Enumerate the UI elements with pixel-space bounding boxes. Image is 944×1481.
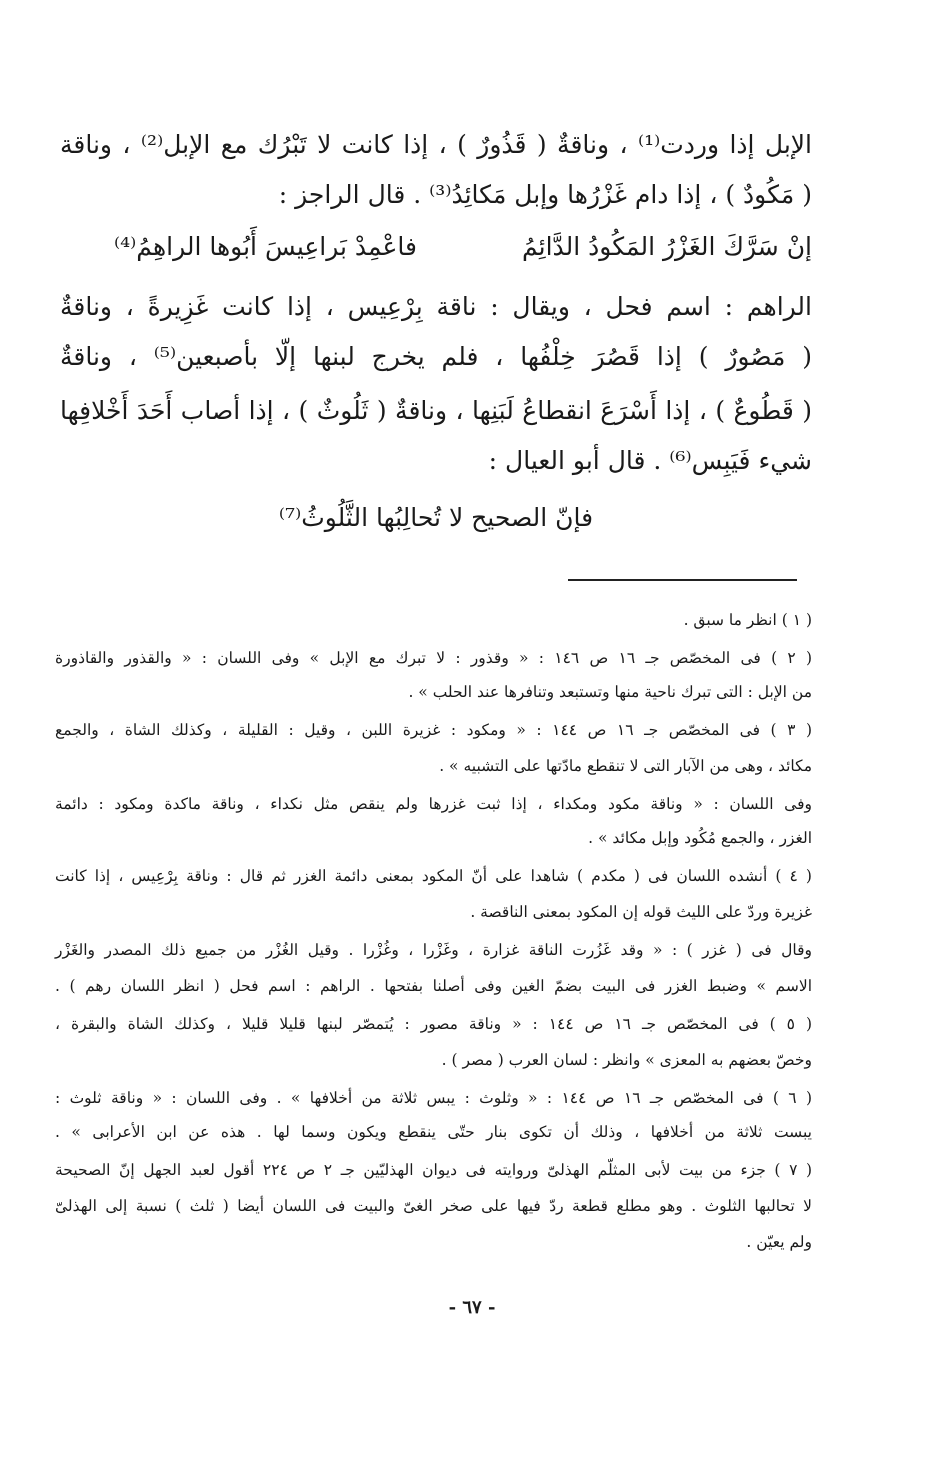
main-text-line: الراهم : اسم فحل ، ويقال : ناقة بِرْعِيس ، إذا كانت غَزِيرةً ، وناقةٌ <box>60 292 812 321</box>
footnote-line: ( ١ ) انظر ما سبق . <box>683 611 812 629</box>
footnote-line: غزيرة وردّ على الليث قوله إن المكود بمعنى الناقصة . <box>470 903 812 921</box>
footnote-line: ( ٢ ) فى المخصّص جـ ١٦ ص ١٤٦ : « وقذور : لا تبرك مع الإبل » وفى اللسان : « والقذور والقاذورة <box>55 649 813 667</box>
footnote-divider <box>568 579 797 581</box>
page-number: - ٦٧ - <box>448 1297 496 1318</box>
footnote-line: ولم يعيّن . <box>746 1233 812 1251</box>
main-text-line: شيء فَيَبِس⁽⁶⁾ . قال أبو العيال : <box>488 446 812 475</box>
main-text-line: ( قَطُوعٌ ) ، إذا أَسْرَعَ انقطاعُ لَبَنِها ، وناقةٌ ( ثَلُوثٌ ) ، إذا أصاب أَحَدَ أَخْلافِها <box>60 396 812 425</box>
footnote-line: مكائد ، وهى من الآبار التى لا تنقطع مادّتها على التشبيه » . <box>439 757 812 775</box>
verse-hemistich-second: فاعْمِدْ بَراعِيسَ أَبُوها الراهِمُ⁽⁴⁾ <box>114 232 417 261</box>
footnote-line: وفى اللسان : « وناقة مكود ومكداء ، إذا ثبت غزرها ولم ينقص مثل نكداء ، وناقة ماكدة ومكود : دائمة <box>55 795 812 813</box>
footnote-line: ( ٣ ) فى المخصّص جـ ١٦ ص ١٤٤ : « ومكود : غزيرة اللبن ، وقيل : القليلة ، وكذلك الشاة ، والجمع <box>55 721 813 739</box>
footnote-line: الغزر ، والجمع مُكُود وإبل مكائد » . <box>588 829 812 847</box>
footnote-line: لا تحالبها الثلوث . وهو مطلع قطعة ردّ فيها على صخر الغىّ والبيت فى اللسان أيضا ( ثلث ) نسبة إلى الهذلىّ <box>55 1197 812 1215</box>
footnote-line: الاسم » وضبط الغزر فى البيت بضمّ الغين وفى أصلنا بفتحها . الراهم : اسم فحل ( انظر اللسان رهم ) . <box>55 977 812 995</box>
verse-hemistich-first: إنْ سَرَّكَ الغَزْرُ المَكُودُ الدَّائِمُ <box>521 232 812 261</box>
footnote-line: يبست ثلاثة من أخلافها ، وذلك أن تكوى بنار حتّى ينقطع ويكون وسما لها . هذه عن ابن الأعرابى » . <box>55 1123 812 1141</box>
verse-line-centered: فإنّ الصحيح لا تُحالِبُها الثَّلُوثُ⁽⁷⁾ <box>278 503 594 532</box>
main-text-line: الإبل إذا وردت⁽¹⁾ ، وناقةٌ ( قَذُورٌ ) ، إذا كانت لا تَبْرُك مع الإبل⁽²⁾ ، وناقة <box>60 130 812 159</box>
footnote-line: وقال فى ( غزر ) : « وقد غَزُرت الناقة غزارة ، وغَزْرا ، وغُزْرا . وقيل الغُزْر من جميع ذلك المصدر والغَزْر <box>55 941 812 959</box>
footnote-line: ( ٤ ) أنشده اللسان فى ( مكدم ) شاهدا على أنّ المكود بمعنى دائمة الغزر ثم قال : وناقة بِرْعِيس ، إذا كانت <box>55 867 812 885</box>
footnote-line: ( ٧ ) جزء من بيت لأبى المثلّم الهذلىّ وروايته فى ديوان الهذليّين جـ ٢ ص ٢٢٤ أقول لعبد الجهل إنّ الصحيحة <box>55 1161 813 1179</box>
main-text-line: ( مَصُورٌ ) إذا قَصُرَ خِلْفُها ، فلم يخرج لبنها إلّا بأصبعين⁽⁵⁾ ، وناقةٌ <box>60 342 812 371</box>
footnote-line: ( ٥ ) فى المخصّص جـ ١٦ ص ١٤٤ : « وناقة مصور : يُتمصّر لبنها قليلا قليلا ، وكذلك الشاة والبقرة ، <box>55 1015 812 1033</box>
footnote-line: ( ٦ ) فى المخصّص جـ ١٦ ص ١٤٤ : « وثلوث : يبس ثلاثة من أخلافها » . وفى اللسان : « وناقة ثلوث : <box>55 1089 812 1107</box>
footnote-line: من الإبل : التى تبرك ناحية منها وتستبعد وتنافرها عند الحلب » . <box>408 683 812 701</box>
footnote-line: وخصّ بعضهم به المعزى » وانظر : لسان العرب ( مصر ) . <box>441 1051 812 1069</box>
main-text-line: ( مَكُودٌ ) ، إذا دام غَزْرُها وإبل مَكائِدُ⁽³⁾ . قال الراجز : <box>278 180 812 209</box>
